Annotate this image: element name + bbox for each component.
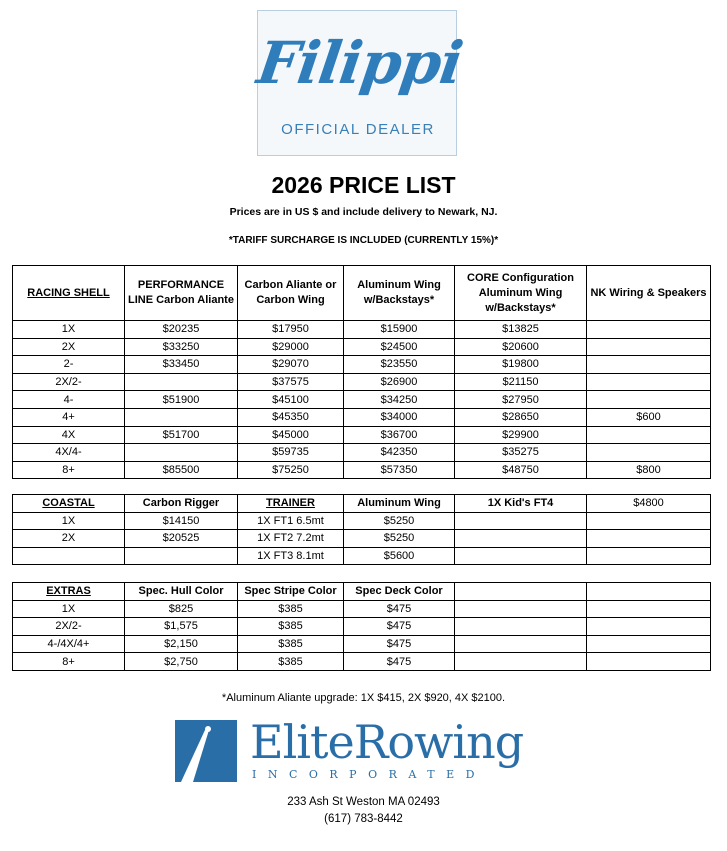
coastal-cell: $14150	[125, 512, 238, 530]
racing-cell: $35275	[455, 444, 587, 462]
racing-cell	[587, 391, 711, 409]
extras-header-cell	[587, 583, 711, 601]
racing-cell: $800	[587, 461, 711, 479]
extras-header-cell: Spec. Hull Color	[125, 583, 238, 601]
extras-cell	[587, 653, 711, 671]
extras-cell	[587, 618, 711, 636]
aliante-upgrade-note: *Aluminum Aliante upgrade: 1X $415, 2X $920, 4X $2100.	[221, 692, 506, 704]
racing-cell: $15900	[344, 321, 455, 339]
tariff-note: *TARIFF SURCHARGE IS INCLUDED (CURRENTLY 15%)*	[228, 235, 499, 246]
racing-cell	[125, 373, 238, 391]
racing-cell: $29070	[238, 356, 344, 374]
extras-cell	[455, 618, 587, 636]
page-title: 2026 PRICE LIST	[271, 172, 456, 198]
racing-cell: $37575	[238, 373, 344, 391]
racing-cell: $26900	[344, 373, 455, 391]
racing-cell	[587, 426, 711, 444]
extras-cell: $385	[238, 653, 344, 671]
extras-cell: $385	[238, 618, 344, 636]
racing-cell: $13825	[455, 321, 587, 339]
extras-header-cell: Spec Stripe Color	[238, 583, 344, 601]
table-row	[13, 635, 711, 653]
table-row	[13, 444, 711, 462]
table-row	[13, 408, 711, 426]
coastal-header-cell: Carbon Rigger	[125, 495, 238, 513]
racing-cell: $34000	[344, 408, 455, 426]
racing-shell-tbody	[13, 266, 711, 479]
extras-tbody	[13, 583, 711, 671]
racing-cell: $27950	[455, 391, 587, 409]
extras-cell: $385	[238, 600, 344, 618]
table-row	[13, 461, 711, 479]
extras-cell: 1X	[13, 600, 125, 618]
racing-cell: 2-	[13, 356, 125, 374]
extras-cell: 4-/4X/4+	[13, 635, 125, 653]
table-row	[13, 653, 711, 671]
racing-cell: $20235	[125, 321, 238, 339]
racing-cell	[587, 444, 711, 462]
coastal-tbody	[13, 495, 711, 565]
racing-cell: $19800	[455, 356, 587, 374]
coastal-table	[12, 494, 711, 565]
elite-rowing-wordmark	[250, 716, 523, 768]
coastal-header-cell: TRAINER	[238, 495, 344, 513]
racing-cell: $45350	[238, 408, 344, 426]
extras-cell: $2,750	[125, 653, 238, 671]
extras-cell	[587, 635, 711, 653]
coastal-header-cell: Aluminum Wing	[344, 495, 455, 513]
coastal-header-cell: $4800	[587, 495, 711, 513]
dealer-address: 233 Ash St Weston MA 02493	[287, 796, 440, 808]
extras-cell	[587, 600, 711, 618]
racing-cell: $23550	[344, 356, 455, 374]
extras-table	[12, 582, 711, 671]
coastal-cell	[587, 512, 711, 530]
coastal-cell	[125, 547, 238, 565]
extras-cell: $475	[344, 600, 455, 618]
racing-cell: $21150	[455, 373, 587, 391]
extras-cell: $1,575	[125, 618, 238, 636]
racing-cell: 4X	[13, 426, 125, 444]
coastal-cell: 2X	[13, 530, 125, 548]
extras-cell: 8+	[13, 653, 125, 671]
racing-cell: 2X/2-	[13, 373, 125, 391]
racing-cell: 1X	[13, 321, 125, 339]
racing-header-cell: Carbon Aliante or Carbon Wing	[238, 266, 344, 321]
extras-header-cell	[455, 583, 587, 601]
racing-cell: $57350	[344, 461, 455, 479]
coastal-cell: $20525	[125, 530, 238, 548]
coastal-header-cell: COASTAL	[13, 495, 125, 513]
price-subtitle: Prices are in US $ and include delivery to Newark, NJ.	[229, 206, 498, 218]
racing-cell: $24500	[344, 338, 455, 356]
table-row	[13, 426, 711, 444]
racing-cell: $75250	[238, 461, 344, 479]
extras-cell	[455, 635, 587, 653]
extras-header-cell: EXTRAS	[13, 583, 125, 601]
racing-cell: $45100	[238, 391, 344, 409]
racing-cell: 4-	[13, 391, 125, 409]
extras-cell	[455, 653, 587, 671]
table-row	[13, 391, 711, 409]
racing-cell: $42350	[344, 444, 455, 462]
rowing-word: Rowing	[353, 715, 524, 769]
table-row	[13, 530, 711, 548]
coastal-cell	[455, 547, 587, 565]
racing-cell: $45000	[238, 426, 344, 444]
racing-header-cell: NK Wiring & Speakers	[587, 266, 711, 321]
racing-header-cell: CORE Configuration Aluminum Wing w/Backstays*	[455, 266, 587, 321]
coastal-cell	[13, 547, 125, 565]
filippi-logo	[253, 10, 467, 156]
table-row	[13, 600, 711, 618]
extras-header-row	[13, 583, 711, 601]
coastal-cell	[455, 512, 587, 530]
elite-rowing-tagline: INCORPORATED	[252, 768, 486, 781]
filippi-wordmark: Filippi	[253, 29, 467, 97]
racing-cell: $33450	[125, 356, 238, 374]
coastal-cell: 1X FT3 8.1mt	[238, 547, 344, 565]
racing-cell: 4X/4-	[13, 444, 125, 462]
table-row	[13, 618, 711, 636]
coastal-cell: $5600	[344, 547, 455, 565]
coastal-cell	[587, 547, 711, 565]
racing-cell: $33250	[125, 338, 238, 356]
coastal-cell: 1X FT1 6.5mt	[238, 512, 344, 530]
racing-cell: $48750	[455, 461, 587, 479]
racing-cell	[587, 321, 711, 339]
coastal-header-row	[13, 495, 711, 513]
racing-cell: 2X	[13, 338, 125, 356]
elite-word: Elite	[250, 715, 354, 769]
racing-cell: $36700	[344, 426, 455, 444]
coastal-cell	[587, 530, 711, 548]
extras-cell: $825	[125, 600, 238, 618]
coastal-cell: 1X FT2 7.2mt	[238, 530, 344, 548]
racing-header-cell: PERFORMANCE LINE Carbon Aliante	[125, 266, 238, 321]
racing-cell: $600	[587, 408, 711, 426]
racing-cell: $51900	[125, 391, 238, 409]
extras-cell: $475	[344, 653, 455, 671]
racing-cell: 8+	[13, 461, 125, 479]
official-dealer-label: OFFICIAL DEALER	[281, 121, 435, 138]
table-row	[13, 373, 711, 391]
coastal-cell: $5250	[344, 530, 455, 548]
extras-cell	[455, 600, 587, 618]
extras-cell: $475	[344, 635, 455, 653]
racing-cell: 4+	[13, 408, 125, 426]
coastal-cell: 1X	[13, 512, 125, 530]
racing-cell	[587, 338, 711, 356]
racing-cell	[125, 444, 238, 462]
racing-cell: $29900	[455, 426, 587, 444]
extras-cell: 2X/2-	[13, 618, 125, 636]
racing-cell: $29000	[238, 338, 344, 356]
racing-cell: $28650	[455, 408, 587, 426]
elite-rowing-logo-mark-icon	[175, 720, 237, 782]
extras-cell: $2,150	[125, 635, 238, 653]
extras-cell: $475	[344, 618, 455, 636]
table-row	[13, 321, 711, 339]
racing-header-cell: RACING SHELL	[13, 266, 125, 321]
racing-header-cell: Aluminum Wing w/Backstays*	[344, 266, 455, 321]
coastal-header-cell: 1X Kid's FT4	[455, 495, 587, 513]
racing-cell: $34250	[344, 391, 455, 409]
table-row	[13, 338, 711, 356]
coastal-cell: $5250	[344, 512, 455, 530]
table-row	[13, 512, 711, 530]
dealer-phone: (617) 783-8442	[324, 813, 403, 825]
racing-cell: $85500	[125, 461, 238, 479]
racing-shell-table	[12, 265, 711, 479]
racing-cell	[587, 356, 711, 374]
table-row	[13, 547, 711, 565]
racing-cell: $17950	[238, 321, 344, 339]
extras-header-cell: Spec Deck Color	[344, 583, 455, 601]
racing-cell	[587, 373, 711, 391]
racing-header-row	[13, 266, 711, 321]
racing-cell: $59735	[238, 444, 344, 462]
racing-cell	[125, 408, 238, 426]
racing-cell: $51700	[125, 426, 238, 444]
extras-cell: $385	[238, 635, 344, 653]
table-row	[13, 356, 711, 374]
racing-cell: $20600	[455, 338, 587, 356]
coastal-cell	[455, 530, 587, 548]
